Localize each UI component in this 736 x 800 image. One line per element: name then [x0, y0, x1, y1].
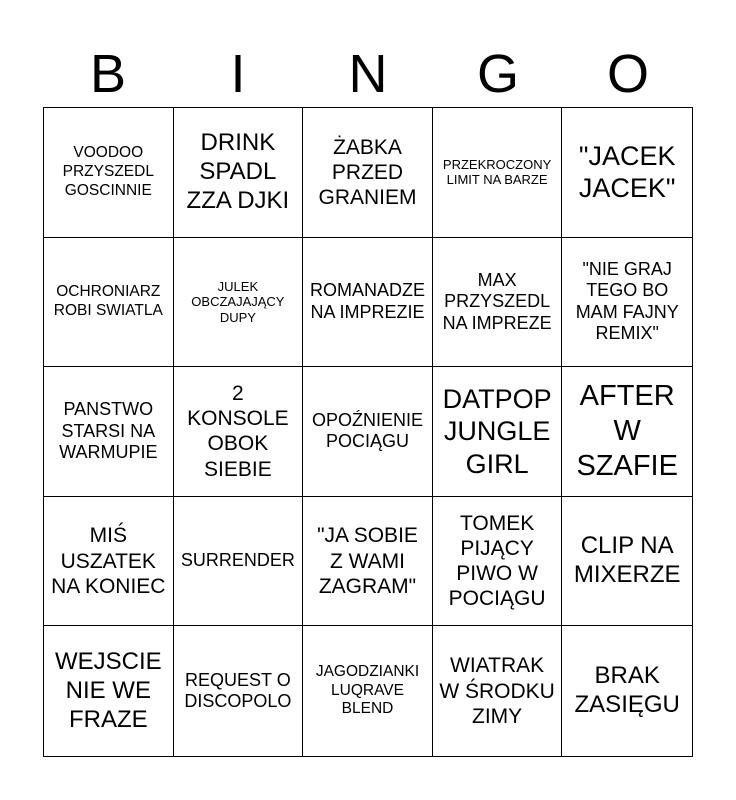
cell-text: "JACEK JACEK" [578, 140, 676, 204]
cell-text: ŻABKA PRZED GRANIEM [318, 135, 417, 209]
cell-text: DRINK SPADL ZZA DJKI [186, 129, 290, 214]
cell-text: PRZEKROCZONY LIMIT NA BARZE [442, 156, 552, 188]
bingo-cell[interactable] [562, 238, 692, 368]
cell-text: SURRENDER [180, 550, 295, 571]
bingo-cell[interactable] [433, 108, 563, 238]
cell-text: TOMEK PIJĄCY PIWO W POCIĄGU [448, 511, 546, 611]
cell-text: JAGODZIANKI LUQRAVE BLEND [315, 663, 420, 718]
cell-text: "NIE GRAJ TEGO BO MAM FAJNY REMIX" [575, 258, 679, 344]
bingo-cell[interactable] [303, 367, 433, 497]
bingo-cell[interactable] [44, 108, 174, 238]
cell-text: VOODOO PRZYSZEDL GOSCINNIE [62, 144, 154, 199]
bingo-cell[interactable] [174, 367, 304, 497]
bingo-cell[interactable] [433, 626, 563, 756]
bingo-cell[interactable] [44, 497, 174, 627]
header-letter-b: B [89, 44, 127, 104]
cell-text: 2 KONSOLE OBOK SIEBIE [187, 382, 289, 481]
bingo-cell[interactable] [174, 626, 304, 756]
bingo-cell[interactable] [433, 367, 563, 497]
cell-text: PANSTWO STARSI NA WARMUPIE [59, 399, 158, 463]
cell-text: WIATRAK W ŚRODKU ZIMY [439, 654, 555, 728]
bingo-cell[interactable] [174, 108, 304, 238]
bingo-cell[interactable] [174, 497, 304, 627]
cell-text: CLIP NA MIXERZE [573, 532, 681, 589]
cell-text: WEJSCIE NIE WE FRAZE [54, 648, 162, 733]
cell-text: "JA SOBIE Z WAMI ZAGRAM" [317, 524, 418, 598]
bingo-board [43, 107, 693, 757]
cell-text: MIŚ USZATEK NA KONIEC [51, 524, 166, 598]
header-letter-i: I [230, 44, 246, 104]
cell-text: OCHRONIARZ ROBI SWIATLA [53, 283, 163, 319]
bingo-cell[interactable] [562, 626, 692, 756]
cell-text: ROMANADZE NA IMPREZIE [309, 280, 425, 322]
bingo-cell[interactable] [562, 108, 692, 238]
bingo-cell[interactable] [303, 497, 433, 627]
bingo-cell[interactable] [303, 238, 433, 368]
bingo-cell[interactable] [562, 497, 692, 627]
bingo-cell[interactable] [433, 238, 563, 368]
header-letter-g: G [476, 44, 519, 104]
bingo-cell[interactable] [44, 367, 174, 497]
cell-text: JULEK OBCZAJAJĄCY DUPY [191, 278, 285, 325]
bingo-cell[interactable] [44, 626, 174, 756]
cell-text: OPOŹNIENIE POCIĄGU [311, 409, 423, 452]
cell-text: DATPOP JUNGLE GIRL [442, 383, 552, 479]
bingo-cell[interactable] [44, 238, 174, 368]
bingo-header [43, 40, 693, 108]
bingo-cell[interactable] [303, 626, 433, 756]
bingo-cell[interactable] [174, 238, 304, 368]
cell-text: BRAK ZASIĘGU [574, 662, 680, 719]
cell-text: MAX PRZYSZEDL NA IMPREZE [442, 269, 552, 333]
header-letter-n: N [348, 44, 388, 104]
header-letter-o: O [606, 44, 649, 104]
cell-text: AFTER W SZAFIE [576, 380, 678, 482]
bingo-cell[interactable] [303, 108, 433, 238]
cell-text: REQUEST O DISCOPOLO [184, 669, 292, 712]
bingo-cell[interactable] [433, 497, 563, 627]
bingo-cell[interactable] [562, 367, 692, 497]
